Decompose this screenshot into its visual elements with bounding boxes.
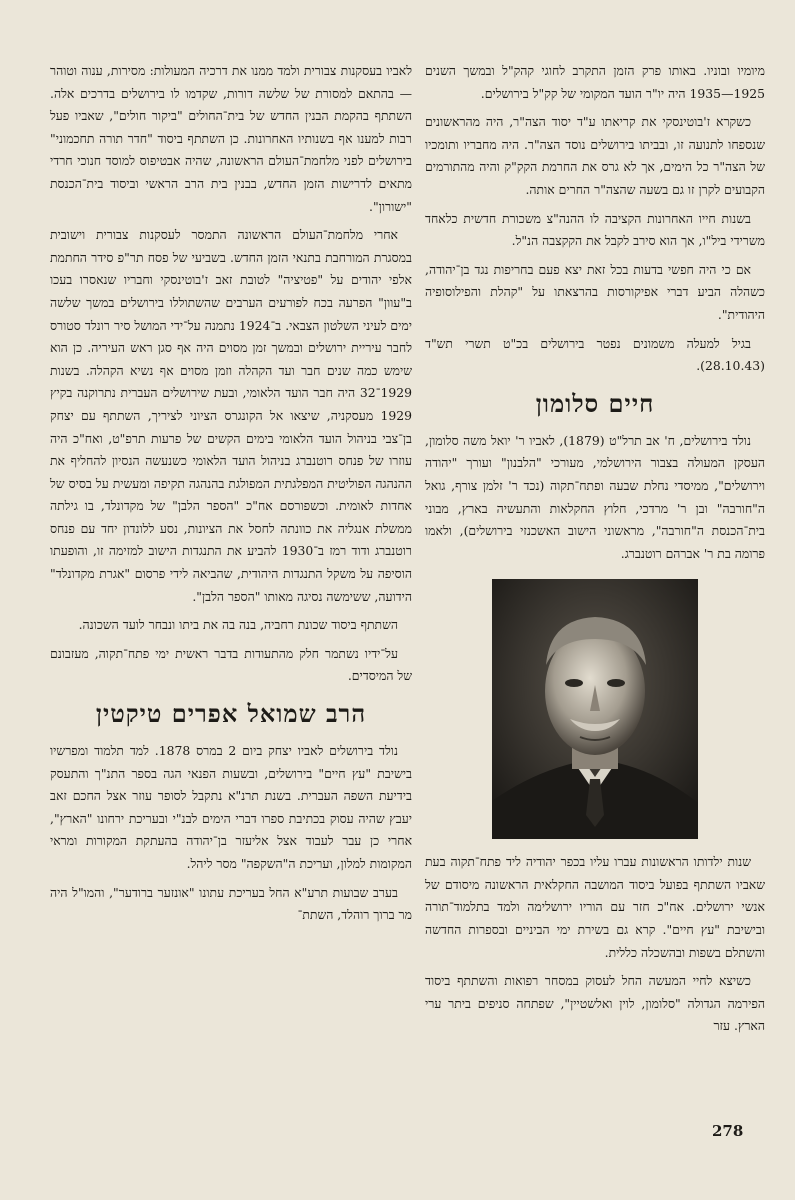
paragraph: על־ידיו נשתמר חלק מהתעודות בדבר ראשית ימי פתח־תקוה, מעזבונם של המיסדים. [50,645,412,684]
right-column [425,60,765,1044]
paragraph: בשנות חייו האחרונות הקציבה לו ההנה"צ משכורת חדשית כלאחד משרידי ביל"ו, אך הוא סירב לקבל את הקקצבה הנ"ל. [425,210,765,249]
paragraph: אם כי היה חפשי בדעות בכל זאת יצא פעם בחריפות נגד בן־יהודה, כשהלה הביע דברי אפיקורסות בהרצאתו על "קהלת והפילוסופיה היהודית". [425,261,765,322]
paragraph: אחרי מלחמת־העולם הראשונה התמסר לעסקנות צבורית וישובית במסגרת המורחבת בתנאי הזמן החדש. בשביעי של פסח תר"פ סידר החתמת אלפי יהודים על "פטיציה" לטובת זאב ז'בוטינסקי וחבריו שנאסרו בעכו ב"עוון" הפרעה בכח לפורעים הערבים שהשתוללו בירושלים במשך שלשה ימים לעיני השלטון הצבאי. ב־1924 נתמנה על־ידי המושל סיר רונלד סטורס לחבר עיריית ירושלים ובמשך זמן מסוים היה אף סגן ראש העיריה. כן הוא שימש כמה שנים חבר ועד הקהלה וזמן מסוים אף נשיא הקהלה. בשנות 1929־32 היה חבר הועד הלאומי, ובעת שירושלים העברית נתרוקנה בקיץ 1929 מעסקניה, שיצאו אל הקונגרס הציוני לציריך, השתתף עם יצחק בן־צבי בניהול הועד הלאומי בימים הקשים של פרעות תרפ"ט, ואח"כ היה עוזרו של פנחס רוטנברג בניהול הועד הלאומי כשנעשה הנסיון להחליף את ההנהגה הפוליטית המפלגתית המפולגת בהנהגה תקיפה ומעשית על בסיס של אחדות לאומית. וכשפורסם אח"כ "הספר הלבן" של מקדונלד, בו גילתה ממשלת אנגליה את כוונתה לחסל את הציונות, נסע ללונדון יחד עם פנחס רוטנברג ודוד רמז ב־1930 להביע את התנגדות הישוב למזימה זו, והופעתו הוסיפה על משקל התנגדות היהודית, שהביאה לידי פרסום "אגרת מקדונלד" הידועה, ששימשה נסיגה מאותו "הספר הלבן". [50,227,413,604]
paragraph: השתתף ביסוד שכונת רחביה, בנה בה את ביתו ונבחר לועד השכונה. [78,617,398,633]
section-heading: הרב שמואל אפרים טיקטין [95,699,367,729]
paragraph: בערב שבועות תרע"א החל בעריכת עתונו "אונזער ברודער", והמו"ל היה מר ברוך רוהלד, השתת־ [50,884,412,923]
page-number: 278 [712,1122,744,1140]
left-column [50,60,412,933]
paragraph: לאביו בעסקנות צבורית ולמד ממנו את דרכיה המעולות: מסירות, ענוה וטוהר — בהתאם למסורת של שלשה דורות, שקדמו לו בירושלים בדרכים אלה. השתתף בהקמת הבנין החדש של בית־החולים "ביקור חולים", שאביו פעל רבות למענו אף בשנותיו האחרונות. כן השתתף ביסוד "חדר תורה תחכמוני" בירושלים לפני מלחמת־העולם הראשונה, שהיה אבטיפוס למוסד חנוכי חרדי מתאים לדרישות הזמן החדש, בבנין בית הרב הראשי וביסוד בית־הכנסת "ישורון". [50,63,412,214]
paragraph: נולד בירושלים לאביו יצחק ביום 2 במרס 1878. למד תלמוד ומפרשיו בישיבת "עץ חיים" בירושלים, ובשעות הפנאי הגה בספר התנ"ך והתעסק בידיעת השפה העברית. בשנת תרנ"א נתקבל לסופר עוזר אצל החכם זאב יעבץ שהיה עסוק בכתיבת ספרו דברי הימים לבנ"י ובעריכת ירחונו "הארץ", אחרי כן עבר לעבוד אצל אליעזר בן־יהודה בהעתקת המקורות ומראי המקומות למלון, ועריכת ה"השקפה" מסר ליהל. [50,743,412,871]
paragraph: מיומיו ובוניו. באותו פרק הזמן התקרב לחוגי קהק"ל ובמשך השנים 1925—1935 היה יו"ר הועד המקומי של קק"ל בירושלים. [425,63,765,101]
paragraph: שנות ילדותו הראשונות עברו עליו בכפר יהודיה ליד פתח־תקוה בעת שאביו השתתף בפועל ביסוד המושבה החקלאית הראשונה מיסודם של אנשי ירושלים. אח"כ חזר עם הוריו ירושלימה ולמד בתלמוד־תורה ובישיבת "עץ חיים". קרא גם בשירת ימי הביניים ובספרות החדשה והשתלם בשפות ובהשכלה כללית. [425,854,765,960]
paragraph: כשיצא לחיי המעשה החל לעסוק במסחר רפואות והשתתף ביסוד הפירמה הגדולה "סלומון, לוין ואלשטיין", שפתחה סניפים ביתר ערי הארץ. עזר [425,973,765,1034]
paragraph: בגיל למעלה משמונים נפטר בירושלים בכ"ט תשרי תש"ד (28.10.43). [425,335,765,374]
portrait-photo [492,579,698,839]
paragraph: כשקרא ז'בוטינסקי את קריאתו ע"ד יסוד הצה"ר, היה מהראשונים שנספחו לתנועה זו, ובביתו בירושלים נוסד הצה"ר. היה מחבריו ותומכיו של הצה"ר כל הימים, אך לא גרס את החרמת הקק"ק והיה מהתורמים הקבועים לקרן זו גם בשעה שהצה"ר החרים אותה. [425,114,765,197]
section-heading: חיים סלומון [535,388,655,418]
paragraph: נולד בירושלים, ח' אב תרל"ט (1879), לאביו ר' יואל משה סלומון, העסקן המעולה בצבור הירושלמי, מעורכי "הלבנון" ועורך "יהודה וירושלים", ממיסדי נחלת שבעה ופתח־תקוה (נכד ר' זלמן צורף, גואל ה"חורבה" ובן ר' מרדכי, חלוץ החקלאות והתעשיה בארץ, מבוני בית־הכנסת ה"חורבה", מראשוני הישוב האשכנזי בירושלים), ולאמו פרומה בת ר' אברהם רוטנברג. [425,432,765,561]
portrait-photo-image [492,579,698,839]
